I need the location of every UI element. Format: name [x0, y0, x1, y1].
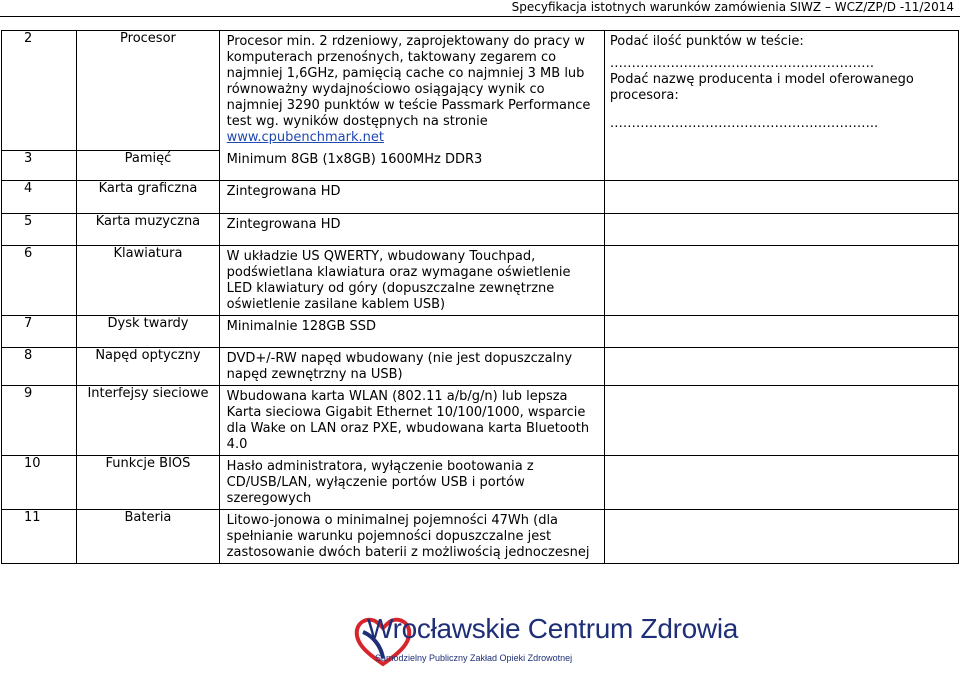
row-description: Minimum 8GB (1x8GB) 1600MHz DDR3: [226, 152, 483, 167]
header-divider: [0, 16, 960, 17]
table-row: [2, 456, 959, 510]
row-name: Funkcje BIOS: [105, 456, 191, 471]
response-cell-empty: [604, 456, 958, 510]
row-name: Procesor: [120, 31, 176, 46]
row-number: 11: [24, 510, 41, 525]
row-number: 2: [24, 31, 33, 46]
table-row: [2, 214, 959, 246]
row-number: 9: [24, 386, 33, 401]
row-description-cell: [219, 31, 604, 181]
row-description: DVD+/-RW napęd wbudowany (nie jest dopuszczalny napęd zewnętrzny na USB): [226, 351, 573, 382]
row-number: 8: [24, 348, 33, 363]
row-number-cell: [2, 31, 77, 151]
row-name: Napęd optyczny: [95, 348, 201, 363]
response-cell-empty: [604, 510, 958, 564]
hospital-logo: [353, 612, 739, 672]
row-description: Wbudowana karta WLAN (802.11 a/b/g/n) lub lepsza Karta sieciowa Gigabit Ethernet 10/100/1000, wsparcie dla Wake on LAN oraz PXE, wbudowana karta Bluetooth 4.0: [226, 389, 590, 452]
table-row: [2, 510, 959, 564]
row-number: 7: [24, 316, 33, 331]
row-number-cell: [2, 151, 77, 181]
table-row: [2, 246, 959, 316]
response-prompt-processor: Podać nazwę producenta i model oferowanego procesora:: [609, 72, 914, 103]
row-name: Bateria: [124, 510, 172, 525]
row-number: 6: [24, 246, 33, 261]
row-description: Hasło administratora, wyłączenie bootowania z CD/USB/LAN, wyłączenie portów USB i portów szeregowych: [226, 459, 534, 506]
row-name: Dysk twardy: [107, 316, 189, 331]
response-cell-empty: [604, 214, 958, 246]
table-row: [2, 181, 959, 214]
response-cell: [604, 31, 958, 181]
row-name-cell: [77, 151, 219, 181]
row-description: Zintegrowana HD: [226, 217, 341, 232]
response-prompt-points: Podać ilość punktów w teście:: [609, 34, 804, 49]
row-description: Litowo-jonowa o minimalnej pojemności 47Wh (dla spełnianie warunku pojemności dopuszczalne jest zastosowanie dwóch baterii z możliwością jednoczesnej: [226, 513, 590, 560]
row-description: W układzie US QWERTY, wbudowany Touchpad, podświetlana klawiatura oraz wymagane oświetlenie LED klawiatury od góry (dopuszczalne zewnętrzne oświetlenie zasilane kablem USB): [226, 249, 571, 312]
row-name: Karta graficzna: [98, 181, 198, 196]
row-number: 4: [24, 181, 33, 196]
row-number: 10: [24, 456, 41, 471]
response-cell-empty: [604, 348, 958, 386]
row-name: Pamięć: [124, 151, 172, 166]
specification-table: [1, 30, 959, 564]
row-name: Klawiatura: [113, 246, 183, 261]
table-row: [2, 31, 959, 151]
response-cell-empty: [604, 316, 958, 348]
response-cell-empty: [604, 181, 958, 214]
row-number: 3: [24, 151, 33, 166]
response-field-processor[interactable]: ……………………………………………………..: [609, 116, 879, 131]
table-row: [2, 316, 959, 348]
response-cell-empty: [604, 386, 958, 456]
table-row: [2, 348, 959, 386]
table-row: [2, 386, 959, 456]
row-description: Minimalnie 128GB SSD: [226, 319, 377, 334]
row-name-cell: [77, 31, 219, 151]
row-number: 5: [24, 214, 33, 229]
row-name: Interfejsy sieciowe: [87, 386, 209, 401]
row-description: Procesor min. 2 rdzeniowy, zaprojektowany do pracy w komputerach przenośnych, taktowany zegarem co najmniej 1,6GHz, pamięcią cache co najmniej 3 MB lub równoważny wydajnościowo osiągający wynik co najmniej 3290 punktów w teście Passmark Performance test wg. wyników dostępnych na stronie: [226, 34, 591, 129]
logo-subtitle: Samodzielny Publiczny Zakład Opieki Zdrowotnej: [375, 653, 573, 663]
row-name: Karta muzyczna: [95, 214, 201, 229]
response-cell-empty: [604, 246, 958, 316]
cpubenchmark-link[interactable]: www.cpubenchmark.net: [226, 130, 384, 145]
logo-title: Wrocławskie Centrum Zdrowia: [367, 613, 739, 644]
document-header: Specyfikacja istotnych warunków zamówienia SIWZ – WCZ/ZP/D -11/2014: [511, 0, 954, 14]
row-description: Zintegrowana HD: [226, 184, 341, 199]
response-field-points[interactable]: …………………………………………………….: [609, 56, 875, 71]
